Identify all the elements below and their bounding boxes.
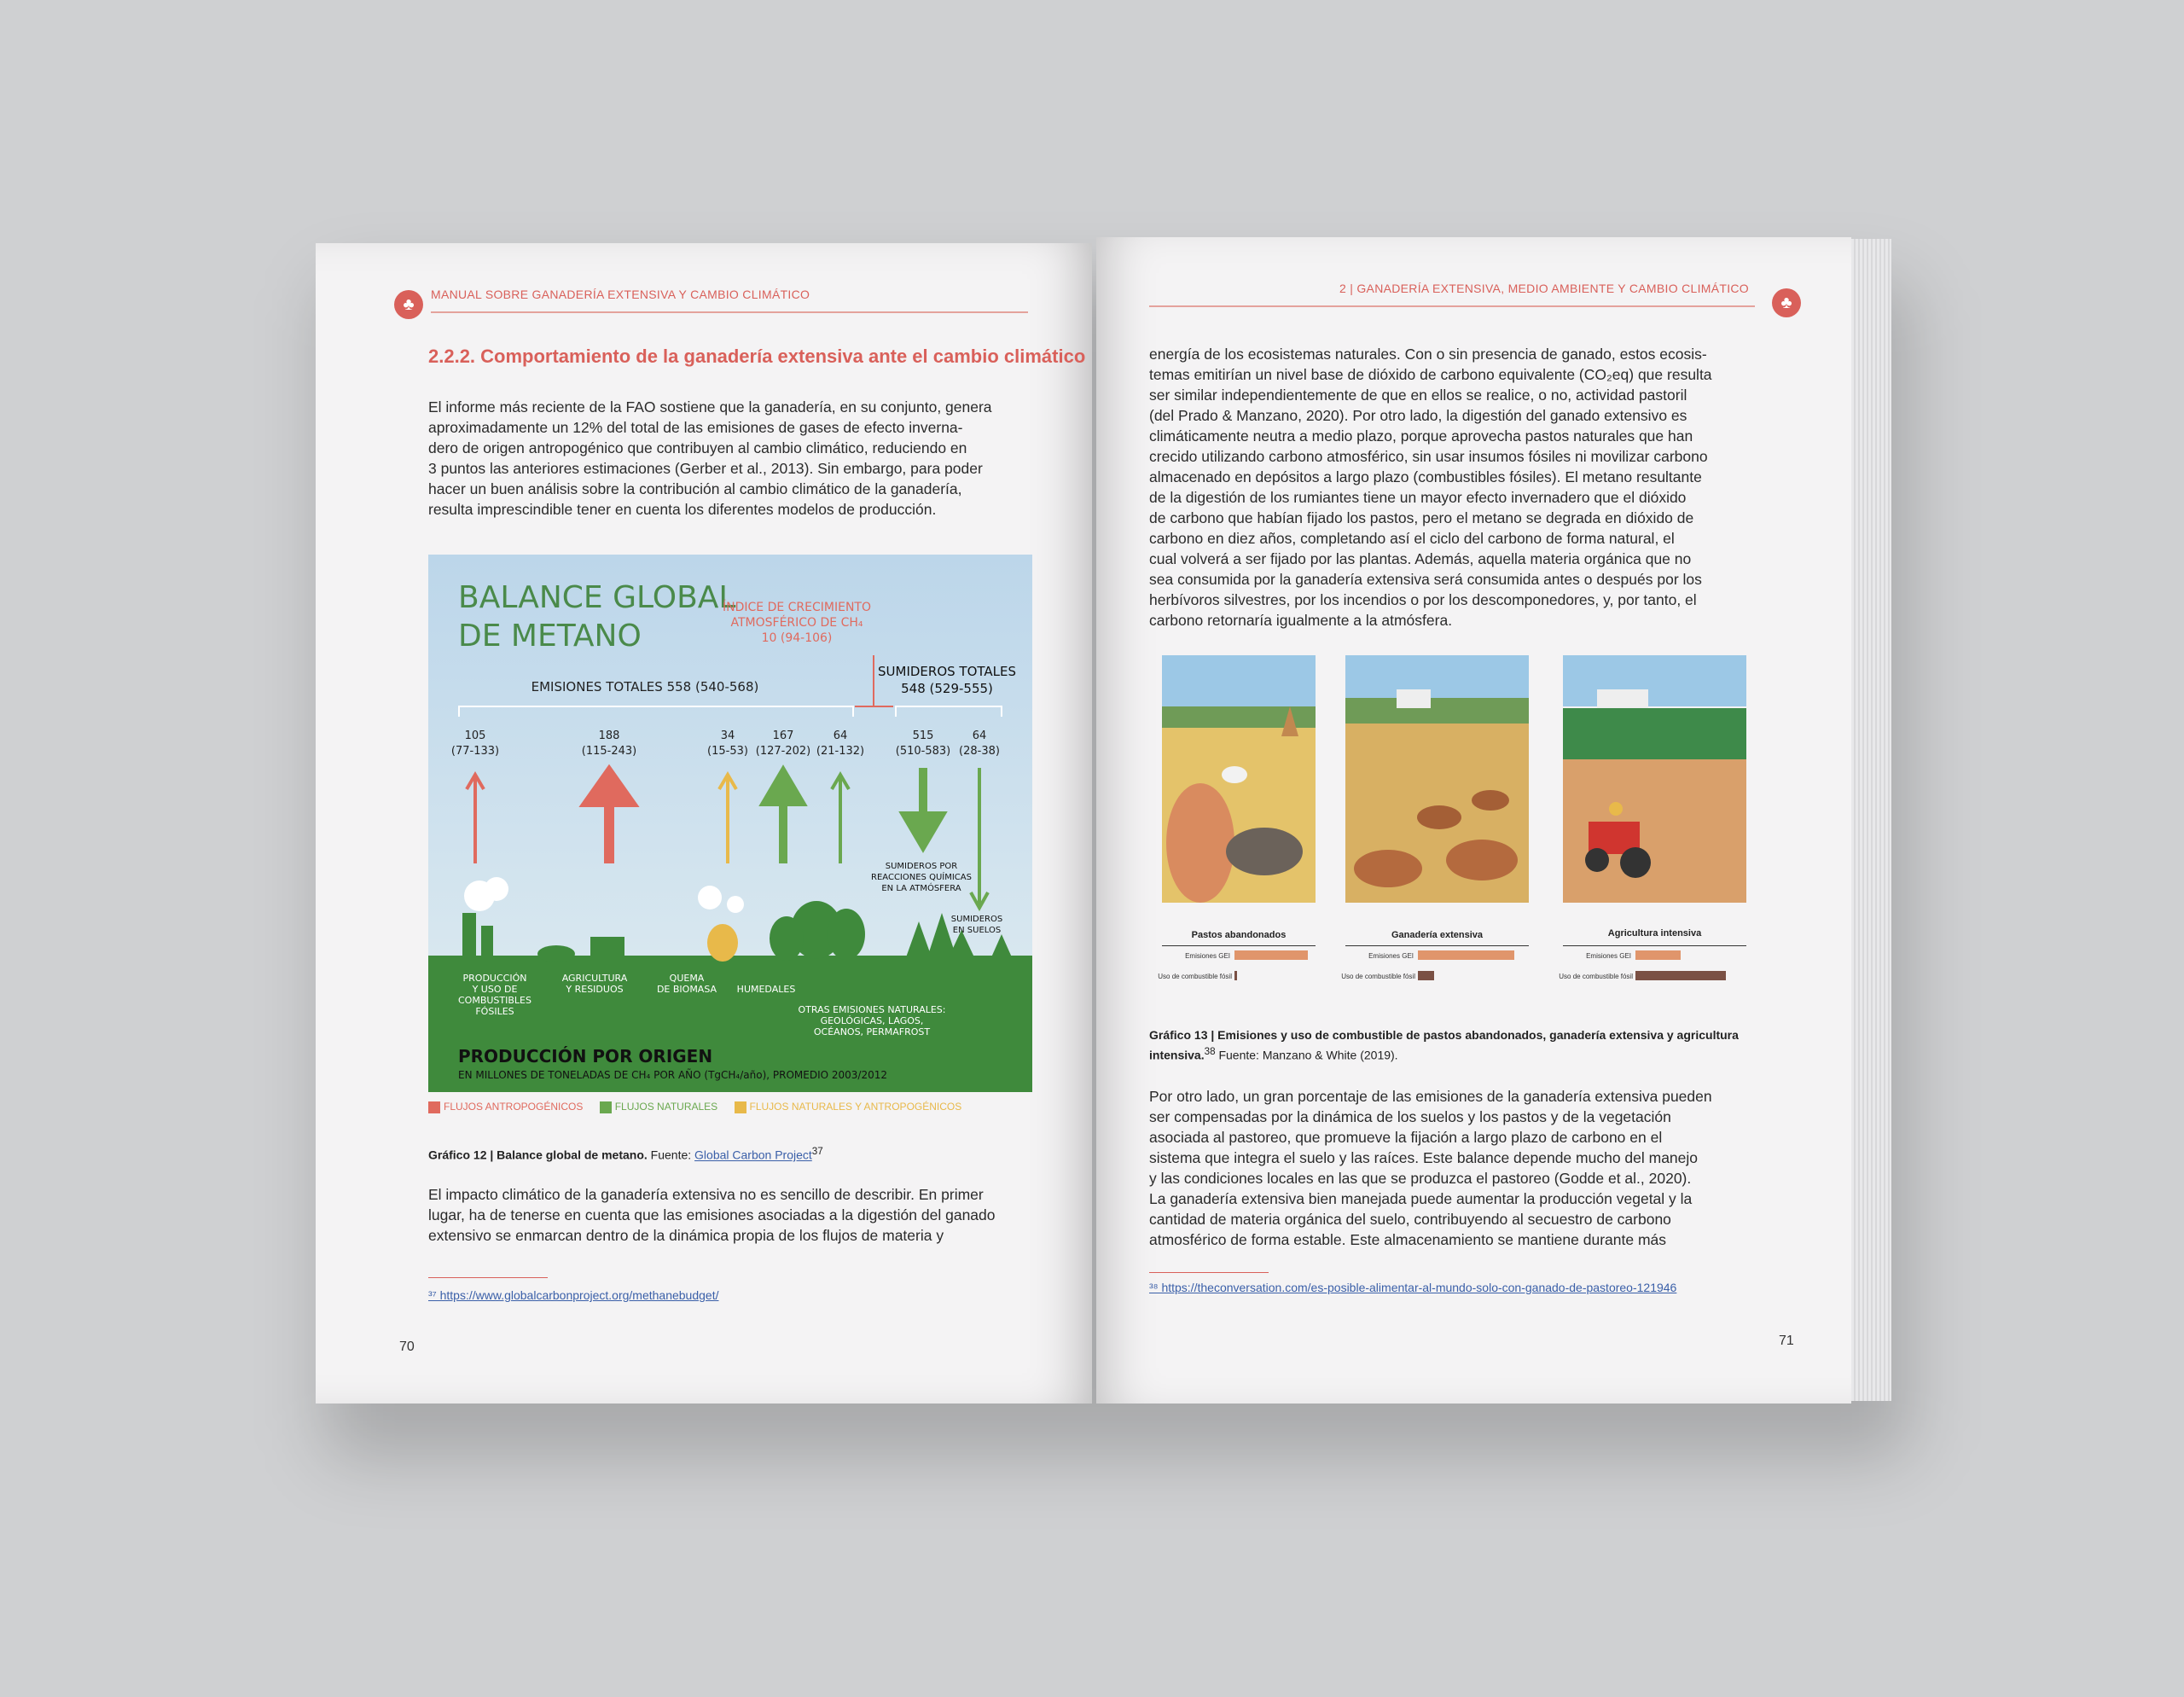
page-number-left: 70	[399, 1340, 415, 1354]
legend-anthro: FLUJOS ANTROPOGÉNICOS	[428, 1101, 583, 1113]
footnote-37-link[interactable]: ³⁷ https://www.globalcarbonproject.org/methanebudget/	[428, 1288, 719, 1302]
arrow-wetlands	[766, 773, 800, 863]
value-4: 167	[772, 729, 794, 742]
section-title: 2.2.2. Comportamiento de la ganadería extensiva ante el cambio climático	[428, 346, 1086, 367]
src-biomass-2: DE BIOMASA	[656, 984, 717, 995]
range-7: (28-38)	[959, 745, 1000, 758]
emissions-label: Emisiones GEI	[1586, 952, 1631, 960]
arrow-other	[832, 775, 849, 863]
src-fossil-3: COMBUSTIBLES	[458, 995, 531, 1006]
header-rule	[431, 311, 1028, 313]
src-fossil-2: Y USO DE	[472, 984, 518, 995]
global-carbon-project-link[interactable]: Global Carbon Project	[694, 1148, 812, 1162]
panel-pastos-abandonados	[1162, 655, 1316, 903]
fuel-bar	[1234, 971, 1237, 980]
fuel-label: Uso de combustible fósil	[1341, 973, 1415, 980]
page-edges	[1847, 239, 1891, 1401]
arrow-agri	[589, 773, 630, 863]
header-rule-right	[1149, 305, 1755, 307]
left-page	[316, 243, 1092, 1404]
range-2: (115-243)	[581, 745, 637, 758]
fuel-label: Uso de combustible fósil	[1559, 973, 1633, 980]
range-4: (127-202)	[755, 745, 811, 758]
emissions-bar	[1418, 950, 1514, 960]
infographic-legend	[428, 1101, 975, 1113]
sinks-total-2: 548 (529-555)	[901, 681, 993, 696]
value-1: 105	[464, 729, 486, 742]
legend-natural-swatch	[600, 1101, 612, 1113]
value-5: 64	[833, 729, 848, 742]
legend-anthro-swatch	[428, 1101, 440, 1113]
range-6: (510-583)	[895, 745, 951, 758]
legend-natural: FLUJOS NATURALES	[600, 1101, 717, 1113]
growth-index-2: ATMOSFÉRICO DE CH₄	[730, 616, 863, 630]
emissions-bar	[1234, 950, 1308, 960]
src-fossil-1: PRODUCCIÓN	[462, 973, 527, 984]
sinks-total-1: SUMIDEROS TOTALES	[878, 664, 1016, 679]
left-running-header: MANUAL SOBRE GANADERÍA EXTENSIVA Y CAMBIO CLIMÁTICO	[431, 288, 810, 301]
sink-chem-2: REACCIONES QUÍMICAS	[871, 873, 972, 882]
infographic-title-1: BALANCE GLOBAL	[458, 580, 736, 615]
sink-chem-1: SUMIDEROS POR	[885, 862, 958, 871]
arrow-sink-chem	[906, 768, 940, 845]
panel-1-label: Pastos abandonados	[1191, 930, 1287, 940]
panel-divider	[1563, 945, 1746, 946]
figure-13-caption: Gráfico 13 | Emisiones y uso de combustible de pastos abandonados, ganadería extensiva y agricultura intensiva.$^{38}$ Fuente: Manzano & White (2019).	[1149, 1028, 1739, 1062]
right-running-header: 2 | GANADERÍA EXTENSIVA, MEDIO AMBIENTE Y CAMBIO CLIMÁTICO	[1339, 282, 1749, 295]
panel-2-label: Ganadería extensiva	[1391, 930, 1483, 940]
emissions-total: EMISIONES TOTALES 558 (540-568)	[531, 679, 759, 694]
arrow-biomass	[719, 775, 736, 863]
production-subtitle: EN MILLONES DE TONELADAS DE CH₄ POR AÑO (TgCH₄/año), PROMEDIO 2003/2012	[458, 1069, 888, 1081]
panel-3-label: Agricultura intensiva	[1607, 928, 1702, 939]
sink-soil-1: SUMIDEROS	[950, 915, 1003, 924]
src-other-1: OTRAS EMISIONES NATURALES:	[798, 1004, 946, 1015]
src-other-3: OCÉANOS, PERMAFROST	[813, 1026, 931, 1037]
tree-logo-icon: ♣	[394, 290, 423, 319]
left-paragraph-2: El impacto climático de la ganadería extensiva no es sencillo de describir. En primer lugar, ha de tenerse en cuenta que las emisiones asociadas a la digestión del ganado extensivo se enmarcan dentro de la dinámica propia de los flujos de materia y	[428, 1186, 996, 1244]
emissions-label: Emisiones GEI	[1368, 952, 1414, 960]
tree-logo-icon-right: ♣	[1772, 288, 1801, 317]
fuel-bar	[1635, 971, 1726, 980]
src-wetlands: HUMEDALES	[736, 984, 796, 995]
panel-agricultura-intensiva	[1563, 655, 1746, 903]
panel-ganaderia-extensiva	[1345, 655, 1529, 903]
value-2: 188	[598, 729, 620, 742]
footnote-38-link[interactable]: ³⁸ https://theconversation.com/es-posible-alimentar-al-mundo-solo-con-ganado-de-pastoreo-121946	[1149, 1281, 1677, 1294]
page-number-right: 71	[1779, 1334, 1794, 1348]
range-5: (21-132)	[816, 745, 865, 758]
methane-balance-infographic	[428, 555, 1032, 1092]
panel-divider	[1162, 945, 1316, 946]
panel-divider	[1345, 945, 1529, 946]
infographic-title-2: DE METANO	[458, 619, 642, 654]
value-3: 34	[720, 729, 735, 742]
footnote-rule	[428, 1277, 548, 1278]
emissions-bar	[1635, 950, 1681, 960]
production-title: PRODUCCIÓN POR ORIGEN	[458, 1046, 713, 1066]
legend-mixed-swatch	[735, 1101, 746, 1113]
emissions-label: Emisiones GEI	[1185, 952, 1230, 960]
value-7: 64	[972, 729, 987, 742]
value-6: 515	[912, 729, 934, 742]
sink-chem-3: EN LA ATMÓSFERA	[881, 884, 961, 893]
growth-index-1: ÍNDICE DE CRECIMIENTO	[722, 601, 872, 614]
growth-index-3: 10 (94-106)	[761, 631, 833, 645]
range-3: (15-53)	[707, 745, 748, 758]
right-paragraph-2: Por otro lado, un gran porcentaje de las emisiones de la ganadería extensiva pueden ser compensadas por la dinámica de los suelos y los pastos y de la vegetación asociada al pastoreo, que promueve la fijación a largo plazo de carbono en el sistema que integra el suelo y las raíces. Este balance depende mucho del manejo y las condiciones locales en las que se produzca el pastoreo (Godde et al., 2020). La ganadería extensiva bien manejada puede aumentar la producción vegetal y la cantidad de materia orgánica del suelo, contribuyendo al secuestro de carbono atmosférico de forma estable. Este almacenamiento se mantiene durante más	[1149, 1088, 1712, 1248]
sink-soil-2: EN SUELOS	[952, 926, 1002, 935]
fuel-label: Uso de combustible fósil	[1158, 973, 1232, 980]
src-biomass-1: QUEMA	[669, 973, 705, 984]
footnote-rule-right	[1149, 1272, 1269, 1273]
right-paragraph-1: energía de los ecosistemas naturales. Con o sin presencia de ganado, estos ecosis- temas emitirían un nivel base de dióxido de carbono equivalente (CO₂eq) que resulta ser similar independientemente de que en ellos se realice, o no, actividad pastoril (del Prado & Manzano, 2020). Por otro lado, la digestión del ganado extensivo es climáticamente neutra a medio plazo, porque aprovecha pastos naturales que han crecido utilizando carbono atmosférico, sin usar insumos fósiles ni movilizar carbono almacenado en depósitos a largo plazo (combustibles fósiles). El metano resultante de la digestión de los rumiantes tiene un mayor efecto invernadero que el dióxido de carbono que habían fijado los pastos, pero el metano se degrada en dióxido de carbono en diez años, completando así el ciclo del carbono de forma natural, el cual volverá a ser fijado por las plantas. Además, aquella materia orgánica que no sea consumida por la ganadería extensiva será consumida antes o después por los herbívoros silvestres, por los incendios o por los descomponedores, y, por tanto, el carbono retornaría igualmente a la atmósfera.	[1149, 346, 1712, 629]
right-page	[1096, 237, 1851, 1404]
infographic-svg	[428, 555, 1032, 1092]
range-1: (77-133)	[450, 745, 500, 758]
arrow-sink-soil	[971, 768, 988, 908]
arrow-fossil	[467, 775, 484, 863]
figure-12-caption: Gráfico 12 | Balance global de metano. Fuente: Global Carbon Project$^{37}$	[428, 1146, 823, 1162]
fuel-bar	[1418, 971, 1434, 980]
left-paragraph-1: El informe más reciente de la FAO sostiene que la ganadería, en su conjunto, genera aproximadamente un 12% del total de las emisiones de gases de efecto inverna- dero de origen antropogénico que contribuyen al cambio climático, reduciendo en 3 puntos las anteriores estimaciones (Gerber et al., 2013). Sin embargo, para poder hacer un buen análisis sobre la contribución al cambio climático de la ganadería, resulta imprescindible tener en cuenta los diferentes modelos de producción.	[428, 398, 992, 518]
src-agri-1: AGRICULTURA	[561, 973, 628, 984]
legend-mixed: FLUJOS NATURALES Y ANTROPOGÉNICOS	[735, 1101, 962, 1113]
src-other-2: GEOLÓGICAS, LAGOS,	[820, 1015, 924, 1026]
src-agri-2: Y RESIDUOS	[566, 984, 624, 995]
src-fossil-4: FÓSILES	[475, 1006, 514, 1017]
